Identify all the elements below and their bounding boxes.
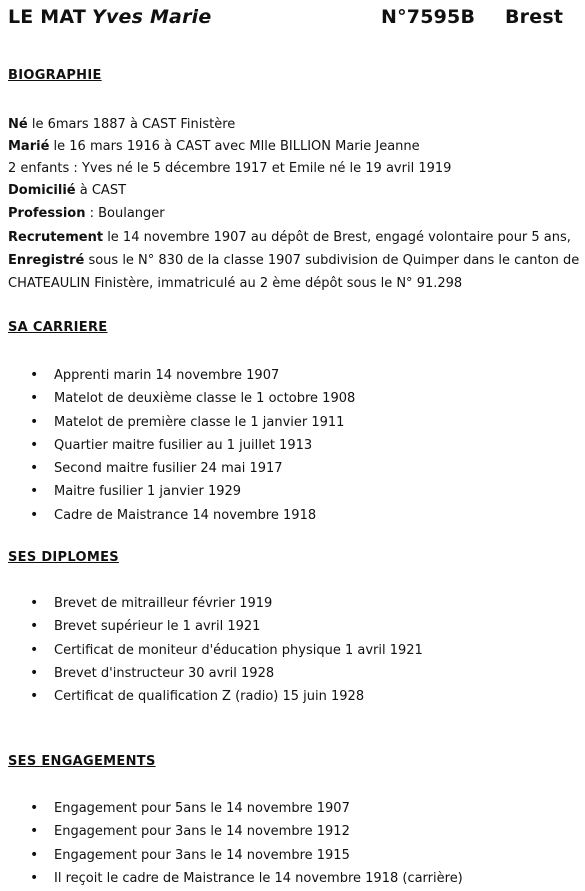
profession-label: Profession — [8, 206, 86, 221]
list-item: • Matelot de première classe le 1 janvier 1911 — [30, 411, 355, 434]
recrutement-label: Recrutement — [8, 230, 104, 245]
engagements-list — [30, 797, 463, 890]
surname: LE MAT — [8, 6, 86, 28]
profession-line — [8, 206, 165, 221]
section-title-biographie: BIOGRAPHIE — [8, 68, 102, 83]
domicilie-text: à CAST — [75, 183, 127, 198]
list-item: • Brevet d'instructeur 30 avril 1928 — [30, 662, 423, 685]
city: Brest — [505, 6, 564, 28]
list-item: • Engagement pour 3ans le 14 novembre 1915 — [30, 844, 463, 867]
marie-label: Marié — [8, 139, 50, 154]
list-item: • Brevet de mitrailleur février 1919 — [30, 592, 423, 615]
list-item: • Matelot de deuxième classe le 1 octobre 1908 — [30, 387, 355, 410]
section-title-diplomes: SES DIPLOMES — [8, 550, 119, 565]
list-item: • Certificat de moniteur d'éducation physique 1 avril 1921 — [30, 639, 423, 662]
list-item: • Engagement pour 3ans le 14 novembre 1912 — [30, 820, 463, 843]
enregistre-text: sous le N° 830 de la classe 1907 subdivision de Quimper dans le canton de — [84, 253, 580, 268]
marie-text: le 16 mars 1916 à CAST avec Mlle BILLION Marie Jeanne — [49, 139, 420, 154]
ne-text: le 6mars 1887 à CAST Finistère — [27, 117, 236, 132]
list-item: • Engagement pour 5ans le 14 novembre 1907 — [30, 797, 463, 820]
list-item: • Cadre de Maistrance 14 novembre 1918 — [30, 504, 355, 527]
enregistre-label: Enregistré — [8, 253, 85, 268]
profession-text: : Boulanger — [85, 206, 165, 221]
list-item: • Apprenti marin 14 novembre 1907 — [30, 364, 355, 387]
list-item: • Certificat de qualification Z (radio) 15 juin 1928 — [30, 685, 423, 708]
person-name — [8, 6, 211, 28]
page-header — [8, 6, 577, 32]
birth-line — [8, 117, 235, 132]
domicilie-label: Domicilié — [8, 183, 76, 198]
children-line: 2 enfants : Yves né le 5 décembre 1917 et Emile né le 19 avril 1919 — [8, 161, 452, 176]
section-title-engagements: SES ENGAGEMENTS — [8, 754, 156, 769]
carriere-list — [30, 364, 355, 527]
list-item: • Maitre fusilier 1 janvier 1929 — [30, 480, 355, 503]
registration-number: N°7595B — [381, 6, 476, 28]
list-item: • Brevet supérieur le 1 avril 1921 — [30, 615, 423, 638]
section-title-carriere: SA CARRIERE — [8, 320, 108, 335]
marriage-line — [8, 139, 420, 154]
list-item: • Il reçoit le cadre de Maistrance le 14 novembre 1918 (carrière) — [30, 867, 463, 890]
list-item: • Second maitre fusilier 24 mai 1917 — [30, 457, 355, 480]
list-item: • Quartier maitre fusilier au 1 juillet 1913 — [30, 434, 355, 457]
residence-line — [8, 183, 126, 198]
registration-line-2: CHATEAULIN Finistère, immatriculé au 2 ème dépôt sous le N° 91.298 — [8, 276, 463, 291]
registration-line — [8, 253, 579, 268]
given-names: Yves Marie — [92, 6, 212, 28]
ne-label: Né — [8, 117, 28, 132]
diplomes-list — [30, 592, 423, 708]
recruitment-line — [8, 230, 571, 245]
recrutement-text: le 14 novembre 1907 au dépôt de Brest, engagé volontaire pour 5 ans, — [103, 230, 571, 245]
